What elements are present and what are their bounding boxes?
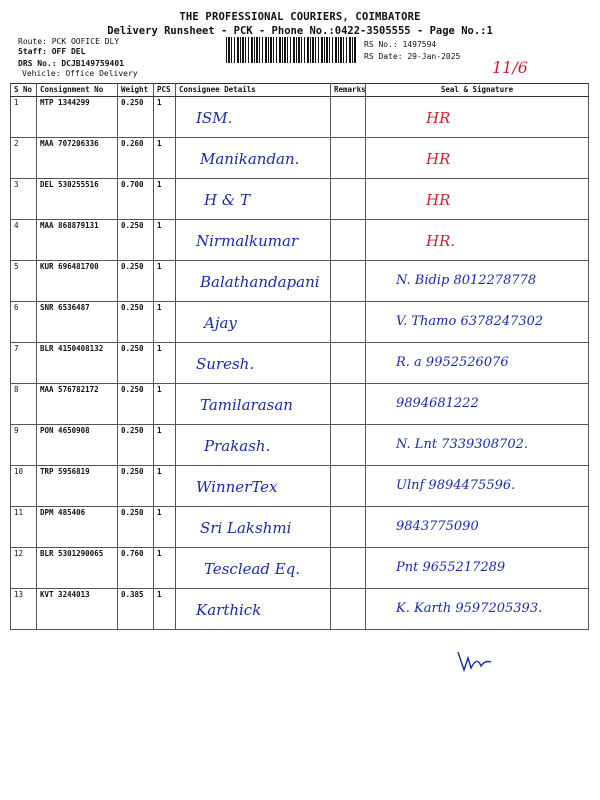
table-row: [11, 384, 589, 425]
row-pcs: 1: [154, 589, 176, 630]
row-seal-signature: HR: [426, 191, 451, 209]
row-seal-cell: [366, 343, 589, 384]
row-pcs: 1: [154, 343, 176, 384]
row-remarks: [331, 466, 366, 507]
drs-number: DRS No.: DCJB149759401: [18, 59, 124, 68]
row-seal-signature: 9843775090: [396, 519, 479, 534]
route-label: Route: PCK OOFICE DLY: [18, 37, 120, 46]
row-consignee: Manikandan.: [200, 150, 300, 168]
row-seal-signature: Ulnf 9894475596.: [396, 478, 516, 493]
row-consignee: Ajay: [204, 314, 237, 332]
row-consignee-cell: [176, 261, 331, 302]
row-seal-cell: [366, 384, 589, 425]
table-row: [11, 97, 589, 138]
row-sno: 4: [11, 220, 37, 261]
row-consignment: TRP 5956819: [37, 466, 118, 507]
row-remarks: [331, 589, 366, 630]
row-sno: 5: [11, 261, 37, 302]
header-weight: Weight: [118, 84, 154, 97]
row-remarks: [331, 261, 366, 302]
row-pcs: 1: [154, 138, 176, 179]
row-sno: 9: [11, 425, 37, 466]
row-consignee-cell: [176, 507, 331, 548]
runsheet-subtitle: Delivery Runsheet - PCK - Phone No.:0422-3505555 - Page No.:1: [107, 25, 493, 37]
row-seal-cell: [366, 507, 589, 548]
row-consignee-cell: [176, 179, 331, 220]
row-remarks: [331, 138, 366, 179]
row-remarks: [331, 548, 366, 589]
handwritten-count: 11/6: [492, 58, 528, 77]
row-weight: 0.250: [118, 343, 154, 384]
row-consignment: KVT 3244013: [37, 589, 118, 630]
row-consignment: SNR 6536487: [37, 302, 118, 343]
row-sno: 3: [11, 179, 37, 220]
row-consignee-cell: [176, 589, 331, 630]
row-remarks: [331, 384, 366, 425]
header-remarks: Remarks: [331, 84, 366, 97]
row-sno: 7: [11, 343, 37, 384]
row-consignment: DPM 485406: [37, 507, 118, 548]
row-seal-cell: [366, 466, 589, 507]
row-pcs: 1: [154, 97, 176, 138]
row-weight: 0.250: [118, 507, 154, 548]
row-pcs: 1: [154, 261, 176, 302]
row-seal-signature: HR.: [426, 232, 456, 250]
row-pcs: 1: [154, 302, 176, 343]
row-consignee: Suresh.: [196, 355, 255, 373]
rs-date: RS Date: 29-Jan-2025: [364, 52, 461, 61]
header-pcs: PCS: [154, 84, 176, 97]
header-sno: S No: [11, 84, 37, 97]
barcode: [226, 37, 356, 63]
signature-mark: [455, 648, 495, 676]
row-consignment: BLR 4150408132: [37, 343, 118, 384]
row-remarks: [331, 220, 366, 261]
header-consignee: Consignee Details: [176, 84, 331, 97]
table-row: [11, 466, 589, 507]
row-seal-cell: [366, 302, 589, 343]
row-sno: 13: [11, 589, 37, 630]
row-weight: 0.260: [118, 138, 154, 179]
row-pcs: 1: [154, 179, 176, 220]
row-weight: 0.250: [118, 302, 154, 343]
row-consignee: Karthick: [196, 601, 262, 619]
table-row: [11, 179, 589, 220]
row-seal-cell: [366, 261, 589, 302]
row-weight: 0.700: [118, 179, 154, 220]
row-consignee: H & T: [204, 191, 250, 209]
row-remarks: [331, 97, 366, 138]
row-sno: 8: [11, 384, 37, 425]
staff-label: Staff: OFF DEL: [18, 47, 86, 56]
table-row: [11, 343, 589, 384]
row-seal-cell: [366, 589, 589, 630]
row-seal-signature: V. Thamo 6378247302: [396, 314, 544, 329]
row-pcs: 1: [154, 384, 176, 425]
row-seal-signature: N. Lnt 7339308702.: [396, 437, 529, 452]
row-consignee-cell: [176, 97, 331, 138]
row-seal-cell: [366, 138, 589, 179]
row-sno: 1: [11, 97, 37, 138]
row-consignee: Tesclead Eq.: [204, 560, 301, 578]
row-remarks: [331, 343, 366, 384]
table-row: [11, 261, 589, 302]
table-row: [11, 507, 589, 548]
row-consignee: Nirmalkumar: [196, 232, 299, 250]
row-sno: 6: [11, 302, 37, 343]
header-seal: Seal & Signature: [366, 84, 589, 97]
row-consignee: WinnerTex: [196, 478, 278, 496]
row-seal-cell: [366, 425, 589, 466]
row-sno: 10: [11, 466, 37, 507]
row-consignment: BLR 5301290065: [37, 548, 118, 589]
row-consignment: PON 4650908: [37, 425, 118, 466]
row-consignment: MTP 1344299: [37, 97, 118, 138]
row-seal-cell: [366, 548, 589, 589]
table-row: [11, 548, 589, 589]
row-seal-cell: [366, 220, 589, 261]
row-seal-signature: R. a 9952526076: [396, 355, 509, 370]
row-consignment: DEL 530255516: [37, 179, 118, 220]
vehicle-label: Vehicle: Office Delivery: [22, 69, 138, 78]
row-consignee-cell: [176, 343, 331, 384]
row-consignee-cell: [176, 302, 331, 343]
row-weight: 0.250: [118, 425, 154, 466]
row-weight: 0.250: [118, 97, 154, 138]
row-consignee-cell: [176, 466, 331, 507]
row-weight: 0.385: [118, 589, 154, 630]
row-seal-signature: HR: [426, 109, 451, 127]
row-consignment: MAA 868879131: [37, 220, 118, 261]
row-consignee-cell: [176, 138, 331, 179]
header-consignment: Consignment No: [37, 84, 118, 97]
row-consignee: Tamilarasan: [200, 396, 293, 414]
runsheet-table: [10, 83, 589, 630]
row-seal-signature: K. Karth 9597205393.: [396, 601, 543, 616]
row-seal-signature: Pnt 9655217289: [396, 560, 506, 575]
row-remarks: [331, 507, 366, 548]
row-pcs: 1: [154, 220, 176, 261]
row-consignee: Balathandapani: [200, 273, 320, 291]
row-consignee: ISM.: [196, 109, 233, 127]
row-seal-signature: HR: [426, 150, 451, 168]
row-seal-signature: 9894681222: [396, 396, 479, 411]
row-sno: 2: [11, 138, 37, 179]
row-remarks: [331, 179, 366, 220]
company-title: THE PROFESSIONAL COURIERS, COIMBATORE: [179, 11, 421, 23]
row-weight: 0.250: [118, 384, 154, 425]
row-seal-cell: [366, 97, 589, 138]
row-weight: 0.250: [118, 466, 154, 507]
row-remarks: [331, 302, 366, 343]
row-sno: 11: [11, 507, 37, 548]
row-consignee-cell: [176, 384, 331, 425]
row-remarks: [331, 425, 366, 466]
row-sno: 12: [11, 548, 37, 589]
table-row: [11, 589, 589, 630]
table-row: [11, 425, 589, 466]
row-weight: 0.250: [118, 220, 154, 261]
row-pcs: 1: [154, 548, 176, 589]
table-row: [11, 220, 589, 261]
row-seal-signature: N. Bidip 8012278778: [396, 273, 537, 288]
row-weight: 0.250: [118, 261, 154, 302]
row-pcs: 1: [154, 425, 176, 466]
row-pcs: 1: [154, 466, 176, 507]
table-header-row: [11, 84, 589, 97]
row-consignee: Sri Lakshmi: [200, 519, 292, 537]
row-consignee: Prakash.: [204, 437, 271, 455]
row-consignee-cell: [176, 548, 331, 589]
row-weight: 0.760: [118, 548, 154, 589]
table-row: [11, 302, 589, 343]
table-row: [11, 138, 589, 179]
row-consignment: KUR 696481700: [37, 261, 118, 302]
row-consignment: MAA 707206336: [37, 138, 118, 179]
row-consignee-cell: [176, 425, 331, 466]
row-consignment: MAA 576782172: [37, 384, 118, 425]
row-seal-cell: [366, 179, 589, 220]
row-pcs: 1: [154, 507, 176, 548]
row-consignee-cell: [176, 220, 331, 261]
rs-number: RS No.: 1497594: [364, 40, 437, 49]
